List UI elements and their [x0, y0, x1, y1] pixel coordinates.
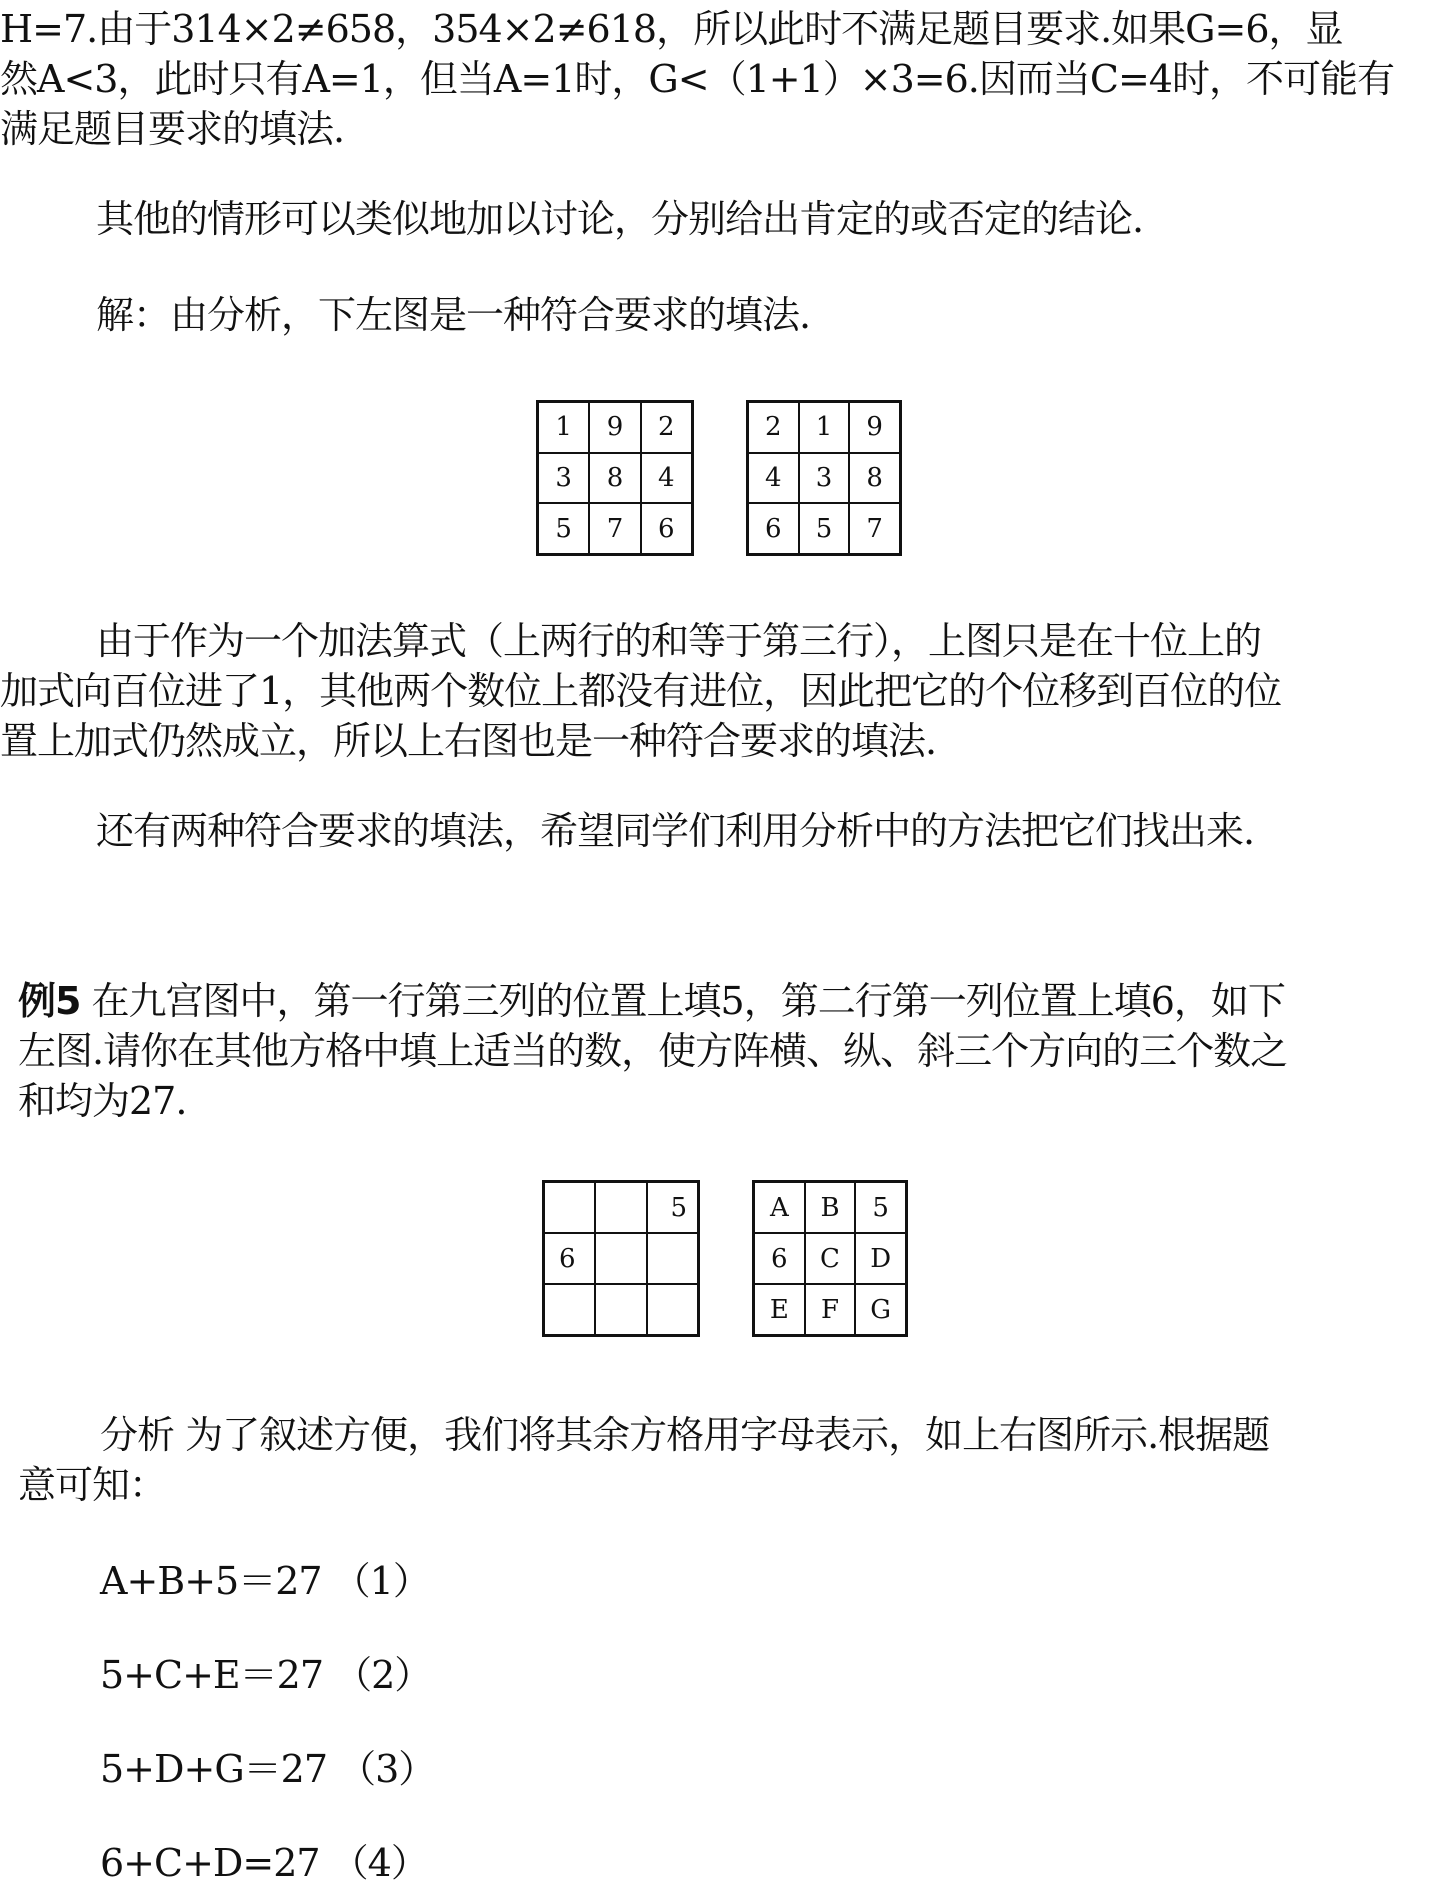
solution-grid-left: [536, 400, 694, 556]
grid-cell: 4: [641, 453, 692, 504]
solution-grid-right: [746, 400, 902, 556]
text-line: 意可知：: [18, 1463, 167, 1507]
text-line: 置上加式仍然成立，所以上右图也是一种符合要求的填法.: [0, 719, 937, 763]
text-line: 和均为27.: [18, 1079, 187, 1123]
grid-cell: 9: [849, 402, 900, 453]
grid-cell: 8: [589, 453, 640, 504]
grid-cell: 4: [748, 453, 799, 504]
grid-cell: D: [855, 1233, 906, 1284]
grid-cell: [595, 1284, 646, 1335]
text-line: 分析 为了叙述方便，我们将其余方格用字母表示，如上右图所示.根据题: [100, 1413, 1270, 1457]
grid-cell: A: [754, 1182, 805, 1233]
grid-cell: 6: [754, 1233, 805, 1284]
grid-cell: 2: [641, 402, 692, 453]
grid-cell: [544, 1284, 595, 1335]
grid-cell: [595, 1233, 646, 1284]
grid-cell: B: [805, 1182, 856, 1233]
text-line: 解：由分析，下左图是一种符合要求的填法.: [96, 293, 811, 337]
equation: A+B+5＝27 （1）: [100, 1559, 430, 1603]
example-label: 例5: [18, 979, 81, 1023]
text-line: 然A<3，此时只有A=1，但当A=1时，G<（1+1）×3=6.因而当C=4时，不可能有: [0, 57, 1394, 101]
grid-cell: 3: [799, 453, 850, 504]
example-heading: [18, 978, 1285, 1024]
grid-cell: [544, 1182, 595, 1233]
grid-cell: 5: [855, 1182, 906, 1233]
grid-cell: 6: [748, 503, 799, 554]
grid-cell: [647, 1233, 698, 1284]
equation: 5+D+G＝27 （3）: [100, 1747, 436, 1791]
text-line: 满足题目要求的填法.: [0, 107, 345, 151]
text-line: 左图.请你在其他方格中填上适当的数，使方阵横、纵、斜三个方向的三个数之: [18, 1029, 1288, 1073]
text-line: 由于作为一个加法算式（上两行的和等于第三行），上图只是在十位上的: [96, 619, 1262, 663]
grid-cell: G: [855, 1284, 906, 1335]
text-line: H=7.由于314×2≠658，354×2≠618，所以此时不满足题目要求.如果G=6，显: [0, 7, 1343, 51]
grid-cell: 5: [647, 1182, 698, 1233]
equation: 6+C+D=27 （4）: [100, 1841, 428, 1885]
grid-cell: C: [805, 1233, 856, 1284]
equation: 5+C+E＝27 （2）: [100, 1653, 432, 1697]
puzzle-grid: [542, 1180, 700, 1337]
grid-cell: E: [754, 1284, 805, 1335]
letter-grid: [752, 1180, 908, 1337]
text-line: 其他的情形可以类似地加以讨论，分别给出肯定的或否定的结论.: [96, 197, 1144, 241]
text-line: 还有两种符合要求的填法，希望同学们利用分析中的方法把它们找出来.: [96, 809, 1255, 853]
grid-cell: 8: [849, 453, 900, 504]
grid-cell: 5: [538, 503, 589, 554]
grid-cell: [595, 1182, 646, 1233]
grid-cell: 5: [799, 503, 850, 554]
text-line: 在九宫图中，第一行第三列的位置上填5，第二行第一列位置上填6，如下: [80, 979, 1285, 1023]
grid-cell: F: [805, 1284, 856, 1335]
grid-cell: 3: [538, 453, 589, 504]
grid-cell: 7: [849, 503, 900, 554]
grid-cell: [647, 1284, 698, 1335]
grid-cell: 1: [799, 402, 850, 453]
grid-cell: 6: [641, 503, 692, 554]
grid-cell: 7: [589, 503, 640, 554]
grid-cell: 1: [538, 402, 589, 453]
grid-cell: 2: [748, 402, 799, 453]
grid-cell: 9: [589, 402, 640, 453]
text-line: 加式向百位进了1，其他两个数位上都没有进位，因此把它的个位移到百位的位: [0, 669, 1282, 713]
grid-cell: 6: [544, 1233, 595, 1284]
